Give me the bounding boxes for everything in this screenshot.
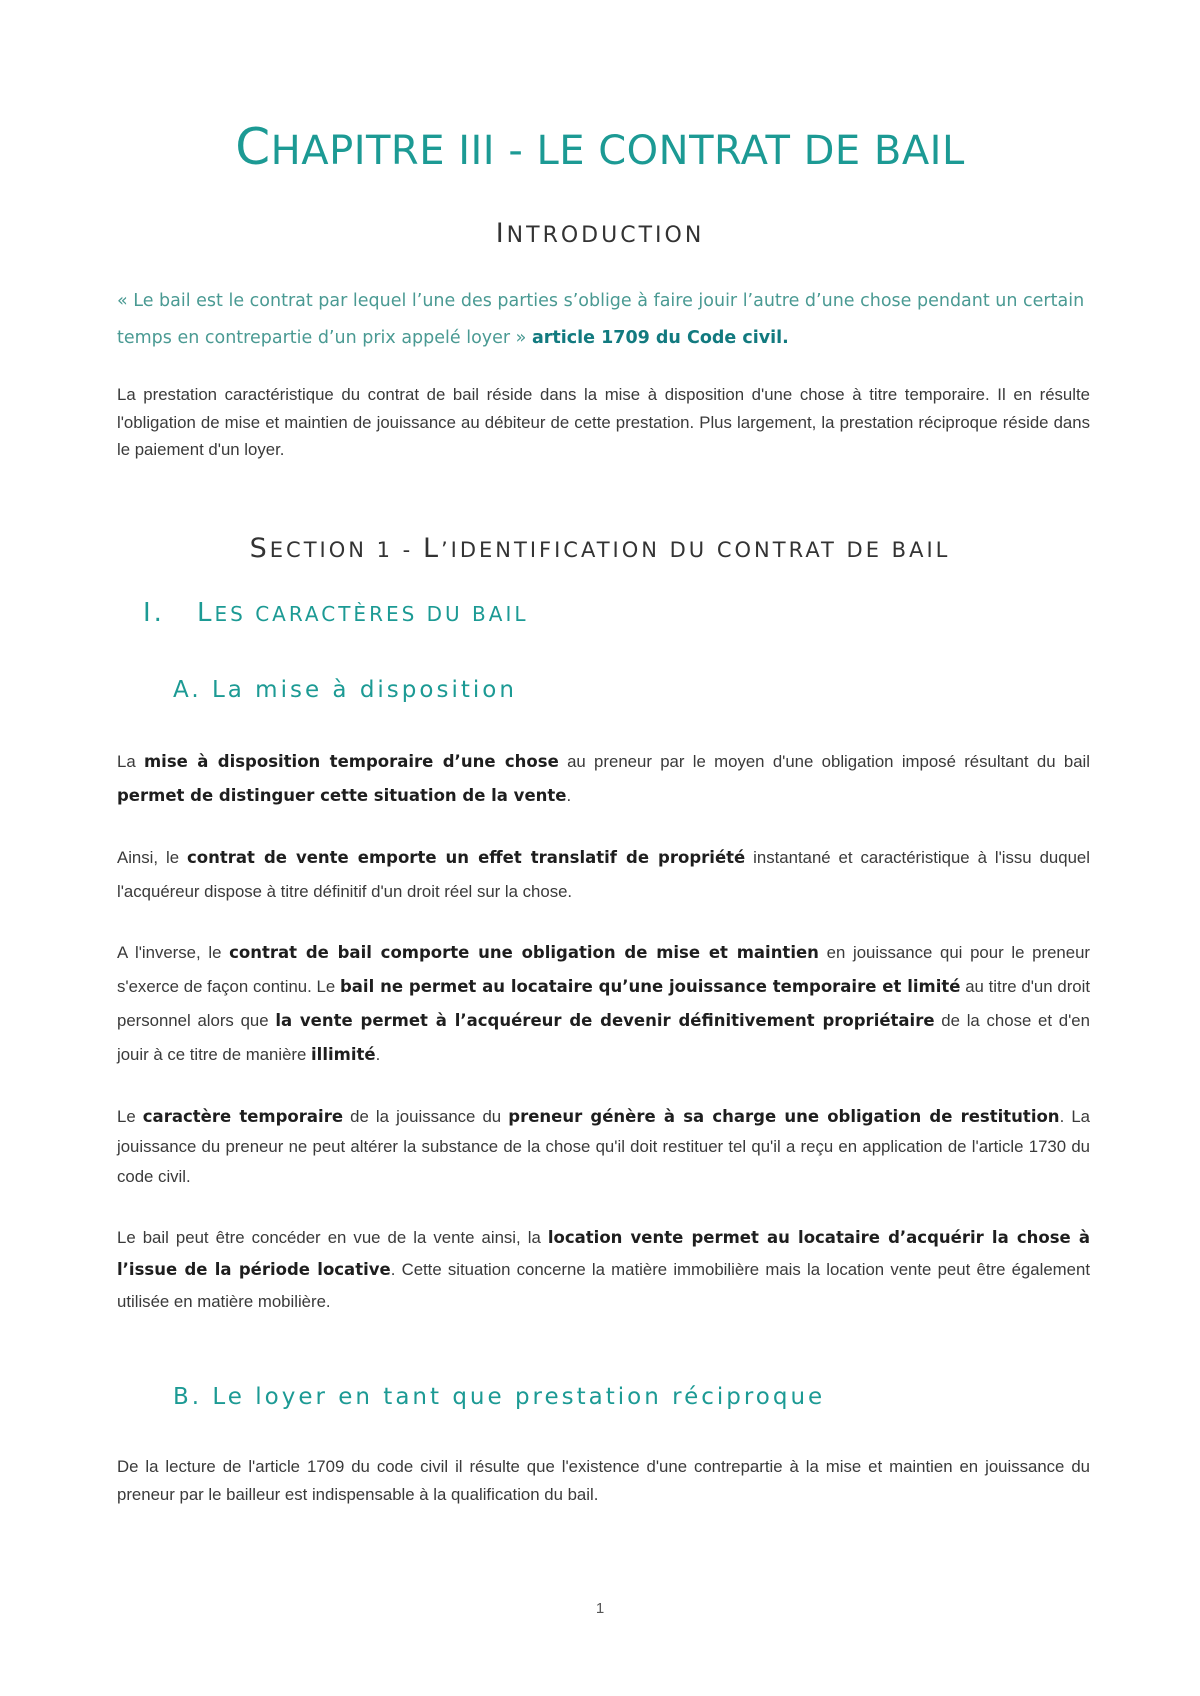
heading-i-caracteres xyxy=(143,598,529,628)
heading-i-number: I. xyxy=(143,598,165,628)
section-heading-initial-1: S xyxy=(249,533,270,564)
section-heading-initial-2: L xyxy=(422,533,441,564)
heading-i-rest: ES CARACTÈRES DU BAIL xyxy=(214,602,529,626)
paragraph-a3-bold-2: bail ne permet au locataire qu’une jouissance temporaire et limité xyxy=(339,977,961,996)
paragraph-a3-text-2: en jouissance qui pour le preneur s'exerce de façon continu. Le xyxy=(117,943,1090,996)
page-number: 1 xyxy=(595,1600,605,1617)
paragraph-a4 xyxy=(117,1102,1090,1192)
section-1-heading xyxy=(0,533,1200,564)
paragraph-a4-text-1: Le xyxy=(117,1107,143,1126)
paragraph-a3-bold-1: contrat de bail comporte une obligation de mise et maintien xyxy=(229,943,819,962)
paragraph-a2-text-1: Ainsi, le xyxy=(117,848,187,867)
intro-quote xyxy=(117,283,1097,357)
paragraph-a3-text-3: au titre d'un droit personnel alors que xyxy=(117,977,1091,1030)
intro-quote-text: « Le bail est le contrat par lequel l’une des parties s’oblige à faire jouir l’autre d’une chose pendant un certain temps en contrepartie d’un prix appelé loyer » xyxy=(117,291,1085,348)
paragraph-a4-bold-2: preneur génère à sa charge une obligation de restitution xyxy=(508,1107,1060,1126)
paragraph-a3-bold-3: la vente permet à l’acquéreur de devenir définitivement propriétaire xyxy=(275,1011,935,1030)
heading-i-initial: L xyxy=(197,598,215,628)
paragraph-a2 xyxy=(117,841,1090,909)
section-heading-part-2: ’IDENTIFICATION DU CONTRAT DE BAIL xyxy=(440,538,951,562)
paragraph-a4-text-2: de la jouissance du xyxy=(343,1107,509,1126)
paragraph-a3-bold-4: illimité xyxy=(311,1045,376,1064)
paragraph-a3 xyxy=(117,936,1090,1072)
section-heading-part-1: ECTION 1 - xyxy=(269,538,423,562)
paragraph-a5-text-1: Le bail peut être concéder en vue de la vente ainsi, la xyxy=(117,1228,548,1247)
intro-paragraph: La prestation caractéristique du contrat de bail réside dans la mise à disposition d'une chose à titre temporaire. Il en résulte l'obligation de mise et maintien de jouissance au débiteur de cette prestation. Plus largement, la prestation réciproque réside dans le paiement d'un loyer. xyxy=(117,385,1090,459)
chapter-title-initial: C xyxy=(235,118,271,176)
paragraph-a3-text-5: . xyxy=(375,1045,381,1064)
paragraph-a2-text-2: instantané et caractéristique à l'issu duquel l'acquéreur dispose à titre définitif d'un droit réel sur la chose. xyxy=(117,848,1090,901)
chapter-title xyxy=(0,118,1200,176)
paragraph-a5-bold-1: location vente permet au locataire d’acquérir la chose à l’issue de la période locative xyxy=(117,1228,1090,1279)
paragraph-a1-bold-2: permet de distinguer cette situation de la vente xyxy=(117,786,567,805)
heading-b-loyer: B. Le loyer en tant que prestation réciproque xyxy=(173,1384,826,1410)
paragraph-a3-text-4: de la chose et d'en jouir à ce titre de manière xyxy=(117,1011,1090,1064)
heading-a-mise-a-disposition: A. La mise à disposition xyxy=(173,677,517,703)
paragraph-a1-text-3: . xyxy=(566,786,572,805)
introduction-heading-rest: NTRODUCTION xyxy=(506,223,705,248)
paragraph-a5 xyxy=(117,1222,1090,1318)
introduction-heading-initial: I xyxy=(495,218,507,249)
paragraph-b1: De la lecture de l'article 1709 du code civil il résulte que l'existence d'une contrepartie à la mise et maintien en jouissance du preneur par le bailleur est indispensable à la qualification du bail. xyxy=(117,1457,1090,1504)
paragraph-a4-bold-1: caractère temporaire xyxy=(142,1107,344,1126)
paragraph-a1 xyxy=(117,745,1090,813)
paragraph-a1-text-1: La xyxy=(117,752,144,771)
paragraph-a1-bold-1: mise à disposition temporaire d’une chose xyxy=(143,752,559,771)
paragraph-a4-text-3: . La jouissance du preneur ne peut altérer la substance de la chose qu'il doit restituer tel qu'il a reçu en application de l'article 1730 du code civil. xyxy=(117,1107,1090,1186)
chapter-title-rest: HAPITRE III - LE CONTRAT DE BAIL xyxy=(270,128,965,174)
paragraph-a1-text-2: au preneur par le moyen d'une obligation imposé résultant du bail xyxy=(558,752,1090,771)
intro-quote-reference: article 1709 du Code civil. xyxy=(531,328,789,348)
paragraph-a3-text-1: A l'inverse, le xyxy=(117,943,230,962)
paragraph-a5-text-2: . Cette situation concerne la matière immobilière mais la location vente peut être également utilisée en matière mobilière. xyxy=(117,1260,1090,1311)
paragraph-a2-bold-1: contrat de vente emporte un effet translatif de propriété xyxy=(187,848,746,867)
introduction-heading xyxy=(0,218,1200,249)
